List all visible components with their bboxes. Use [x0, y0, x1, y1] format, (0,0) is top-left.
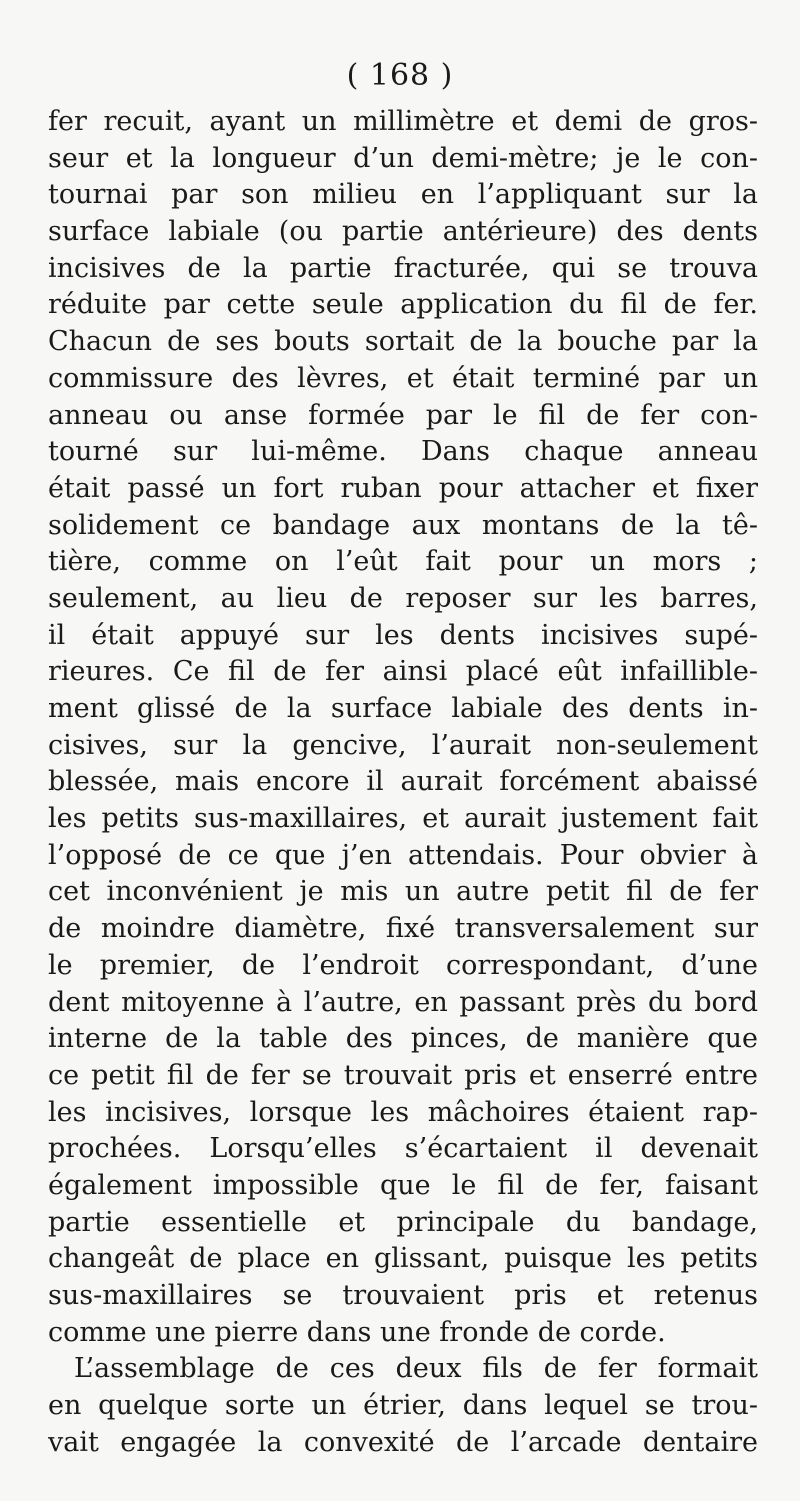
- text-line: fer recuit, ayant un millimètre et demi de gros-: [48, 106, 758, 137]
- text-line: tière, comme on l’eût fait pour un mors ;: [48, 546, 758, 578]
- text-line: vait engagée la convexité de l’arcade dentaire: [48, 1426, 758, 1458]
- text-line: le premier, de l’endroit correspondant, d’une: [48, 949, 758, 981]
- text-line: de moindre diamètre, fixé transversalement sur: [48, 913, 758, 945]
- text-line: prochées. Lorsqu’elles s’écartaient il devenait: [48, 1133, 758, 1165]
- text-line: était passé un fort ruban pour attacher et fixer: [48, 472, 758, 504]
- text-line: il était appuyé sur les dents incisives supé-: [48, 619, 758, 651]
- text-line: changeât de place en glissant, puisque les petits: [48, 1243, 758, 1275]
- text-line: réduite par cette seule application du fil de fer.: [48, 289, 758, 321]
- text-line: anneau ou anse formée par le fil de fer con-: [48, 399, 758, 431]
- text-line: seur et la longueur d’un demi-mètre; je le con-: [48, 142, 758, 174]
- text-line: cisives, sur la gencive, l’aurait non-seulement: [48, 729, 758, 761]
- text-line: interne de la table des pinces, de manière que: [48, 1023, 758, 1055]
- text-line: ce petit fil de fer se trouvait pris et enserré entre: [48, 1059, 758, 1091]
- text-line: l’opposé de ce que j’en attendais. Pour obvier à: [48, 839, 758, 871]
- text-line: les petits sus-maxillaires, et aurait justement fait: [48, 803, 758, 835]
- text-line: commissure des lèvres, et était terminé par un: [48, 362, 758, 394]
- text-line: incisives de la partie fracturée, qui se trouva: [48, 252, 758, 284]
- text-line: les incisives, lorsque les mâchoires étaient rap-: [48, 1096, 758, 1128]
- text-line: ment glissé de la surface labiale des dents in-: [48, 693, 758, 724]
- text-line: cet inconvénient je mis un autre petit fil de fer: [48, 876, 758, 908]
- text-line: dent mitoyenne à l’autre, en passant près du bord: [48, 986, 758, 1018]
- text-line: sus-maxillaires se trouvaient pris et retenus: [48, 1280, 758, 1311]
- text-line: tourné sur lui-même. Dans chaque anneau: [48, 436, 758, 468]
- text-line: L’assemblage de ces deux fils de fer formait: [74, 1353, 758, 1385]
- body-text: [48, 104, 758, 1461]
- page-number: ( 168 ): [346, 58, 454, 93]
- text-line: rieures. Ce fil de fer ainsi placé eût infaillible-: [48, 656, 758, 688]
- text-line: comme une pierre dans une fronde de corde.: [48, 1316, 666, 1348]
- text-line: en quelque sorte un étrier, dans lequel se trou-: [48, 1390, 758, 1422]
- text-line: seulement, au lieu de reposer sur les barres,: [48, 582, 758, 614]
- text-line: Chacun de ses bouts sortait de la bouche par la: [48, 326, 758, 358]
- text-line: blessée, mais encore il aurait forcément abaissé: [48, 766, 758, 798]
- text-line: solidement ce bandage aux montans de la tê-: [48, 509, 758, 541]
- text-line: également impossible que le fil de fer, faisant: [48, 1169, 758, 1201]
- text-line: tournai par son milieu en l’appliquant sur la: [48, 179, 758, 211]
- text-line: surface labiale (ou partie antérieure) des dents: [48, 216, 758, 248]
- text-line: partie essentielle et principale du bandage,: [48, 1206, 758, 1238]
